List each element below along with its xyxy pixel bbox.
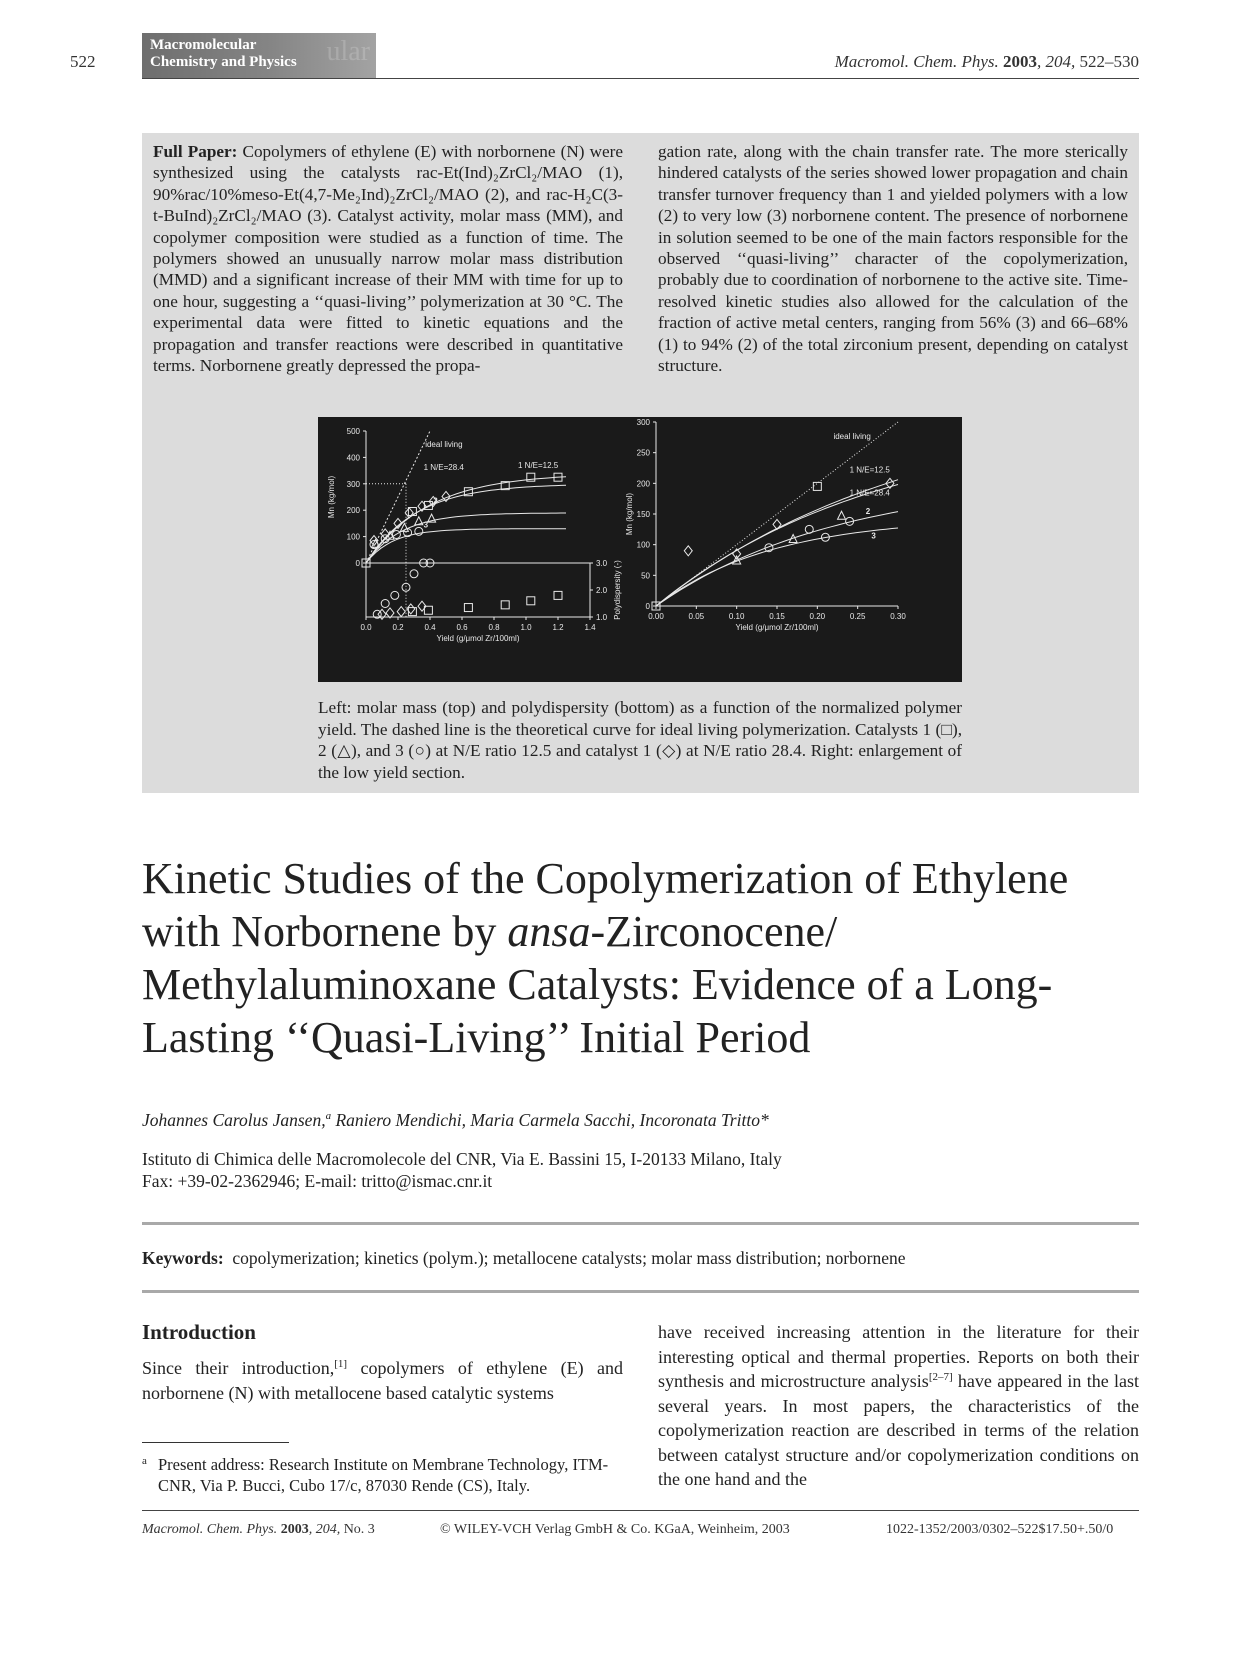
intro-left-post: copolymers of ethylene (E) and norbornene (N) with metallocene based catalytic systems	[142, 1358, 623, 1403]
header-rule	[142, 78, 1139, 79]
left-annotation-1-12: 1 N/E=12.5	[518, 460, 559, 470]
right-x-tick-label: 0.10	[728, 612, 745, 621]
right-point-triangle	[838, 511, 846, 519]
left-y-tick-label: 200	[346, 506, 360, 516]
left-y-axis-label: Mn (kg/mol)	[327, 475, 336, 519]
right-y-tick-label: 300	[636, 418, 650, 427]
right-annotation-1-12: 1 N/E=12.5	[849, 465, 890, 475]
journal-logo	[142, 33, 376, 79]
left-x-tick-label: 1.2	[552, 623, 564, 632]
left-pd-point-circle	[391, 591, 399, 599]
right-fit-curve-1-12	[656, 480, 898, 606]
left-pd-point-circle	[402, 583, 410, 591]
affiliation-line1: Istituto di Chimica delle Macromolecole del CNR, Via E. Bassini 15, I-20133 Milano, Italy	[142, 1149, 782, 1169]
left-pd-axis-label: Polydispersity (-)	[613, 560, 622, 620]
right-y-tick-label: 50	[641, 571, 650, 581]
left-pd-point-diamond	[397, 607, 405, 617]
affiliation	[142, 1148, 1142, 1192]
title-part-1: Kinetic Studies of the Copolymerization of Ethylene with Norbornene by	[142, 854, 1069, 956]
footnote-mark: a	[142, 1455, 147, 1467]
footer-year: 2003	[280, 1522, 309, 1537]
author-list	[142, 1110, 1142, 1131]
left-annotation-2: 2	[433, 496, 438, 506]
keywords-rule-top	[142, 1222, 1139, 1225]
keywords-text: copolymerization; kinetics (polym.); metallocene catalysts; molar mass distribution; norbornene	[232, 1248, 906, 1268]
logo-line1: Macromolecular	[150, 37, 257, 53]
left-pd-point-square	[464, 604, 472, 612]
right-fit-curve-1-28	[656, 485, 898, 607]
keywords-label: Keywords:	[142, 1248, 224, 1268]
right-x-tick-label: 0.25	[849, 612, 866, 621]
keywords	[142, 1248, 1142, 1269]
title-italic: ansa	[507, 907, 591, 956]
left-x-tick-label: 1.4	[584, 623, 596, 632]
left-y-tick-label: 500	[346, 427, 360, 436]
abstract-figure-svg	[318, 417, 962, 682]
left-pd-tick-label: 2.0	[596, 586, 608, 595]
left-pd-point-diamond	[386, 608, 394, 618]
left-y-tick-label: 0	[355, 559, 360, 568]
right-point-circle	[805, 525, 813, 533]
left-x-tick-label: 0.4	[424, 623, 436, 632]
intro-right-text	[658, 1320, 1139, 1492]
right-annotation-ideal-living: ideal living	[833, 432, 871, 442]
citation-ref-1: [1]	[334, 1358, 348, 1370]
abstract-left-column	[153, 141, 623, 376]
right-y-axis-label: Mn (kg/mol)	[625, 492, 634, 536]
intro-right-pre: have received increasing attention in the literature for their interesting optical and thermal properties. Reports on both their synthesis and microstructure analysis	[658, 1322, 1139, 1391]
left-pd-point-circle	[381, 600, 389, 608]
right-annotation-2: 2	[865, 507, 871, 516]
right-y-tick-label: 200	[636, 479, 650, 489]
authors-rest: Raniero Mendichi, Maria Carmela Sacchi, Incoronata Tritto*	[331, 1110, 769, 1130]
footnote-rule	[142, 1442, 289, 1443]
figure-caption: Left: molar mass (top) and polydispersity (bottom) as a function of the normalized polymer yield. The dashed line is the theoretical curve for ideal living polymerization. Catalysts 1 (□), 2 (△), and 3 (○) at N/E ratio 12.5 and catalyst 1 (◇) at N/E ratio 28.4. Right: enlargement of the low yield section.	[318, 698, 962, 782]
right-y-tick-label: 250	[636, 448, 650, 458]
footer-volume: 204	[315, 1522, 337, 1537]
abstract-label: Full Paper:	[153, 142, 238, 161]
intro-left-pre: Since their introduction,	[142, 1358, 335, 1378]
footer-copyright: © WILEY-VCH Verlag GmbH & Co. KGaA, Weinheim, 2003	[440, 1522, 790, 1537]
right-annotation-3: 3	[871, 531, 876, 541]
left-pd-point-square	[554, 591, 562, 599]
journal-volume: 204	[1045, 52, 1071, 71]
right-point-diamond	[684, 546, 692, 556]
right-point-square	[813, 482, 821, 490]
right-annotation-1-28: 1 N/E=28.4	[849, 488, 890, 498]
left-annotation-3: 3	[423, 520, 429, 530]
right-x-tick-label: 0.05	[688, 612, 705, 621]
right-fit-curve-3	[656, 528, 898, 606]
right-x-tick-label: 0.00	[648, 612, 664, 621]
intro-left-text	[142, 1356, 623, 1405]
right-x-tick-label: 0.15	[769, 612, 785, 621]
logo-ghost-text: ular	[326, 36, 370, 67]
journal-year: 2003	[1003, 52, 1037, 71]
running-citation: Macromol. Chem. Phys. 2003, 204, 522–530	[834, 52, 1139, 71]
right-fit-curve-2	[656, 512, 898, 606]
left-annotation-1-28: 1 N/E=28.4	[423, 463, 464, 473]
left-x-tick-label: 0.6	[456, 623, 468, 632]
left-point-circle	[415, 527, 423, 535]
left-pd-point-square	[501, 601, 509, 609]
article-title	[142, 852, 1142, 1064]
left-x-axis-label: Yield (g/μmol Zr/100ml)	[436, 634, 520, 643]
footnote-text: Present address: Research Institute on Membrane Technology, ITM-CNR, Via P. Bucci, Cubo 17/c, 87030 Rende (CS), Italy.	[158, 1455, 609, 1495]
abstract-figure	[318, 417, 962, 682]
left-point-diamond	[405, 508, 413, 518]
left-x-tick-label: 0.2	[392, 623, 404, 632]
left-x-tick-label: 0.8	[488, 623, 500, 632]
left-annotation-ideal-living: ideal living	[425, 439, 463, 449]
left-pd-tick-label: 3.0	[596, 559, 608, 568]
left-fit-curve-1-28	[366, 485, 566, 563]
right-y-tick-label: 0	[645, 602, 650, 611]
right-x-tick-label: 0.20	[809, 612, 826, 621]
left-y-tick-label: 400	[346, 453, 360, 463]
left-pd-point-square	[527, 597, 535, 605]
footer-issn: 1022-1352/2003/0302–522$17.50+.50/0	[886, 1522, 1114, 1537]
left-fit-curve-1-12	[366, 477, 566, 563]
title-part-2: -Zirconocene/ Methylaluminoxane Catalysts: Evidence of a Long-Lasting ‘‘Quasi-Living’’ Initial Period	[142, 907, 1053, 1062]
citation-ref-2-7: [2–7]	[928, 1371, 953, 1383]
right-x-tick-label: 0.30	[890, 612, 906, 621]
affiliation-line2: Fax: +39-02-2362946; E-mail: tritto@ismac.cnr.it	[142, 1171, 493, 1191]
left-pd-point-circle	[410, 570, 418, 578]
right-y-tick-label: 150	[636, 510, 650, 519]
footer-citation: Macromol. Chem. Phys. 2003, 204, No. 3	[142, 1522, 375, 1537]
footnote	[142, 1454, 623, 1496]
journal-abbrev: Macromol. Chem. Phys.	[834, 52, 999, 71]
page-number: 522	[70, 52, 96, 71]
right-y-tick-label: 100	[636, 540, 650, 550]
logo-line2: Chemistry and Physics	[150, 54, 297, 70]
left-x-tick-label: 0.0	[360, 623, 372, 632]
footer-rule	[142, 1510, 1139, 1511]
left-x-tick-label: 1.0	[520, 623, 532, 632]
footer-issue: No. 3	[343, 1522, 375, 1537]
abstract-left-text: Copolymers of ethylene (E) with norbornene (N) were synthesized using the catalysts rac-Et(Ind)₂ZrCl₂/MAO (1), 90%rac/10%meso-Et(4,7-Me₂Ind)₂ZrCl₂/MAO (2), and rac-H₂C(3-t-BuInd)₂ZrCl₂/MAO (3). Catalyst activity, molar mass (MM), and copolymer composition were studied as a function of time. The polymers showed an unusually narrow molar mass distribution (MMD) and a significant increase of their MM with time for up to one hour, suggesting a ‘‘quasi-living’’ polymerization at 30 °C. The experimental data were fitted to kinetic equations and the propagation and transfer reactions were described in quantitative terms. Norbornene greatly depressed the propa-	[153, 142, 623, 376]
author-first: Johannes Carolus Jansen,	[142, 1110, 326, 1130]
left-y-tick-label: 300	[346, 479, 360, 489]
section-heading-introduction: Introduction	[142, 1320, 256, 1344]
left-pd-tick-label: 1.0	[596, 613, 608, 622]
footer-journal: Macromol. Chem. Phys.	[142, 1522, 278, 1537]
intro-right-post: have appeared in the last several years. In most papers, the characteristics of the copolymerization reaction are described in terms of the relation between catalyst structure and/or copolymerization conditions on the one hand and the	[658, 1371, 1139, 1489]
abstract-right-column: gation rate, along with the chain transfer rate. The more sterically hindered catalysts of the series showed lower propagation and chain transfer turnover frequency than 1 and yielded polymers with a low (2) to very low (3) norbornene content. The presence of norbornene in solution seemed to be one of the main factors responsible for the observed ‘‘quasi-living’’ character of the copolymerization, probably due to coordination of norbornene to the active site. Time-resolved kinetic studies also allowed for the calculation of the fraction of active metal centers, ranging from 56% (3) and 66–68% (1) to 94% (2) of the total zirconium present, depending on catalyst structure.	[658, 142, 1128, 376]
left-y-tick-label: 100	[346, 532, 360, 542]
journal-pages: 522–530	[1079, 52, 1139, 71]
keywords-rule-bottom	[142, 1290, 1139, 1293]
author-affil-mark: a	[325, 1110, 332, 1123]
right-x-axis-label: Yield (g/μmol Zr/100ml)	[735, 623, 819, 632]
